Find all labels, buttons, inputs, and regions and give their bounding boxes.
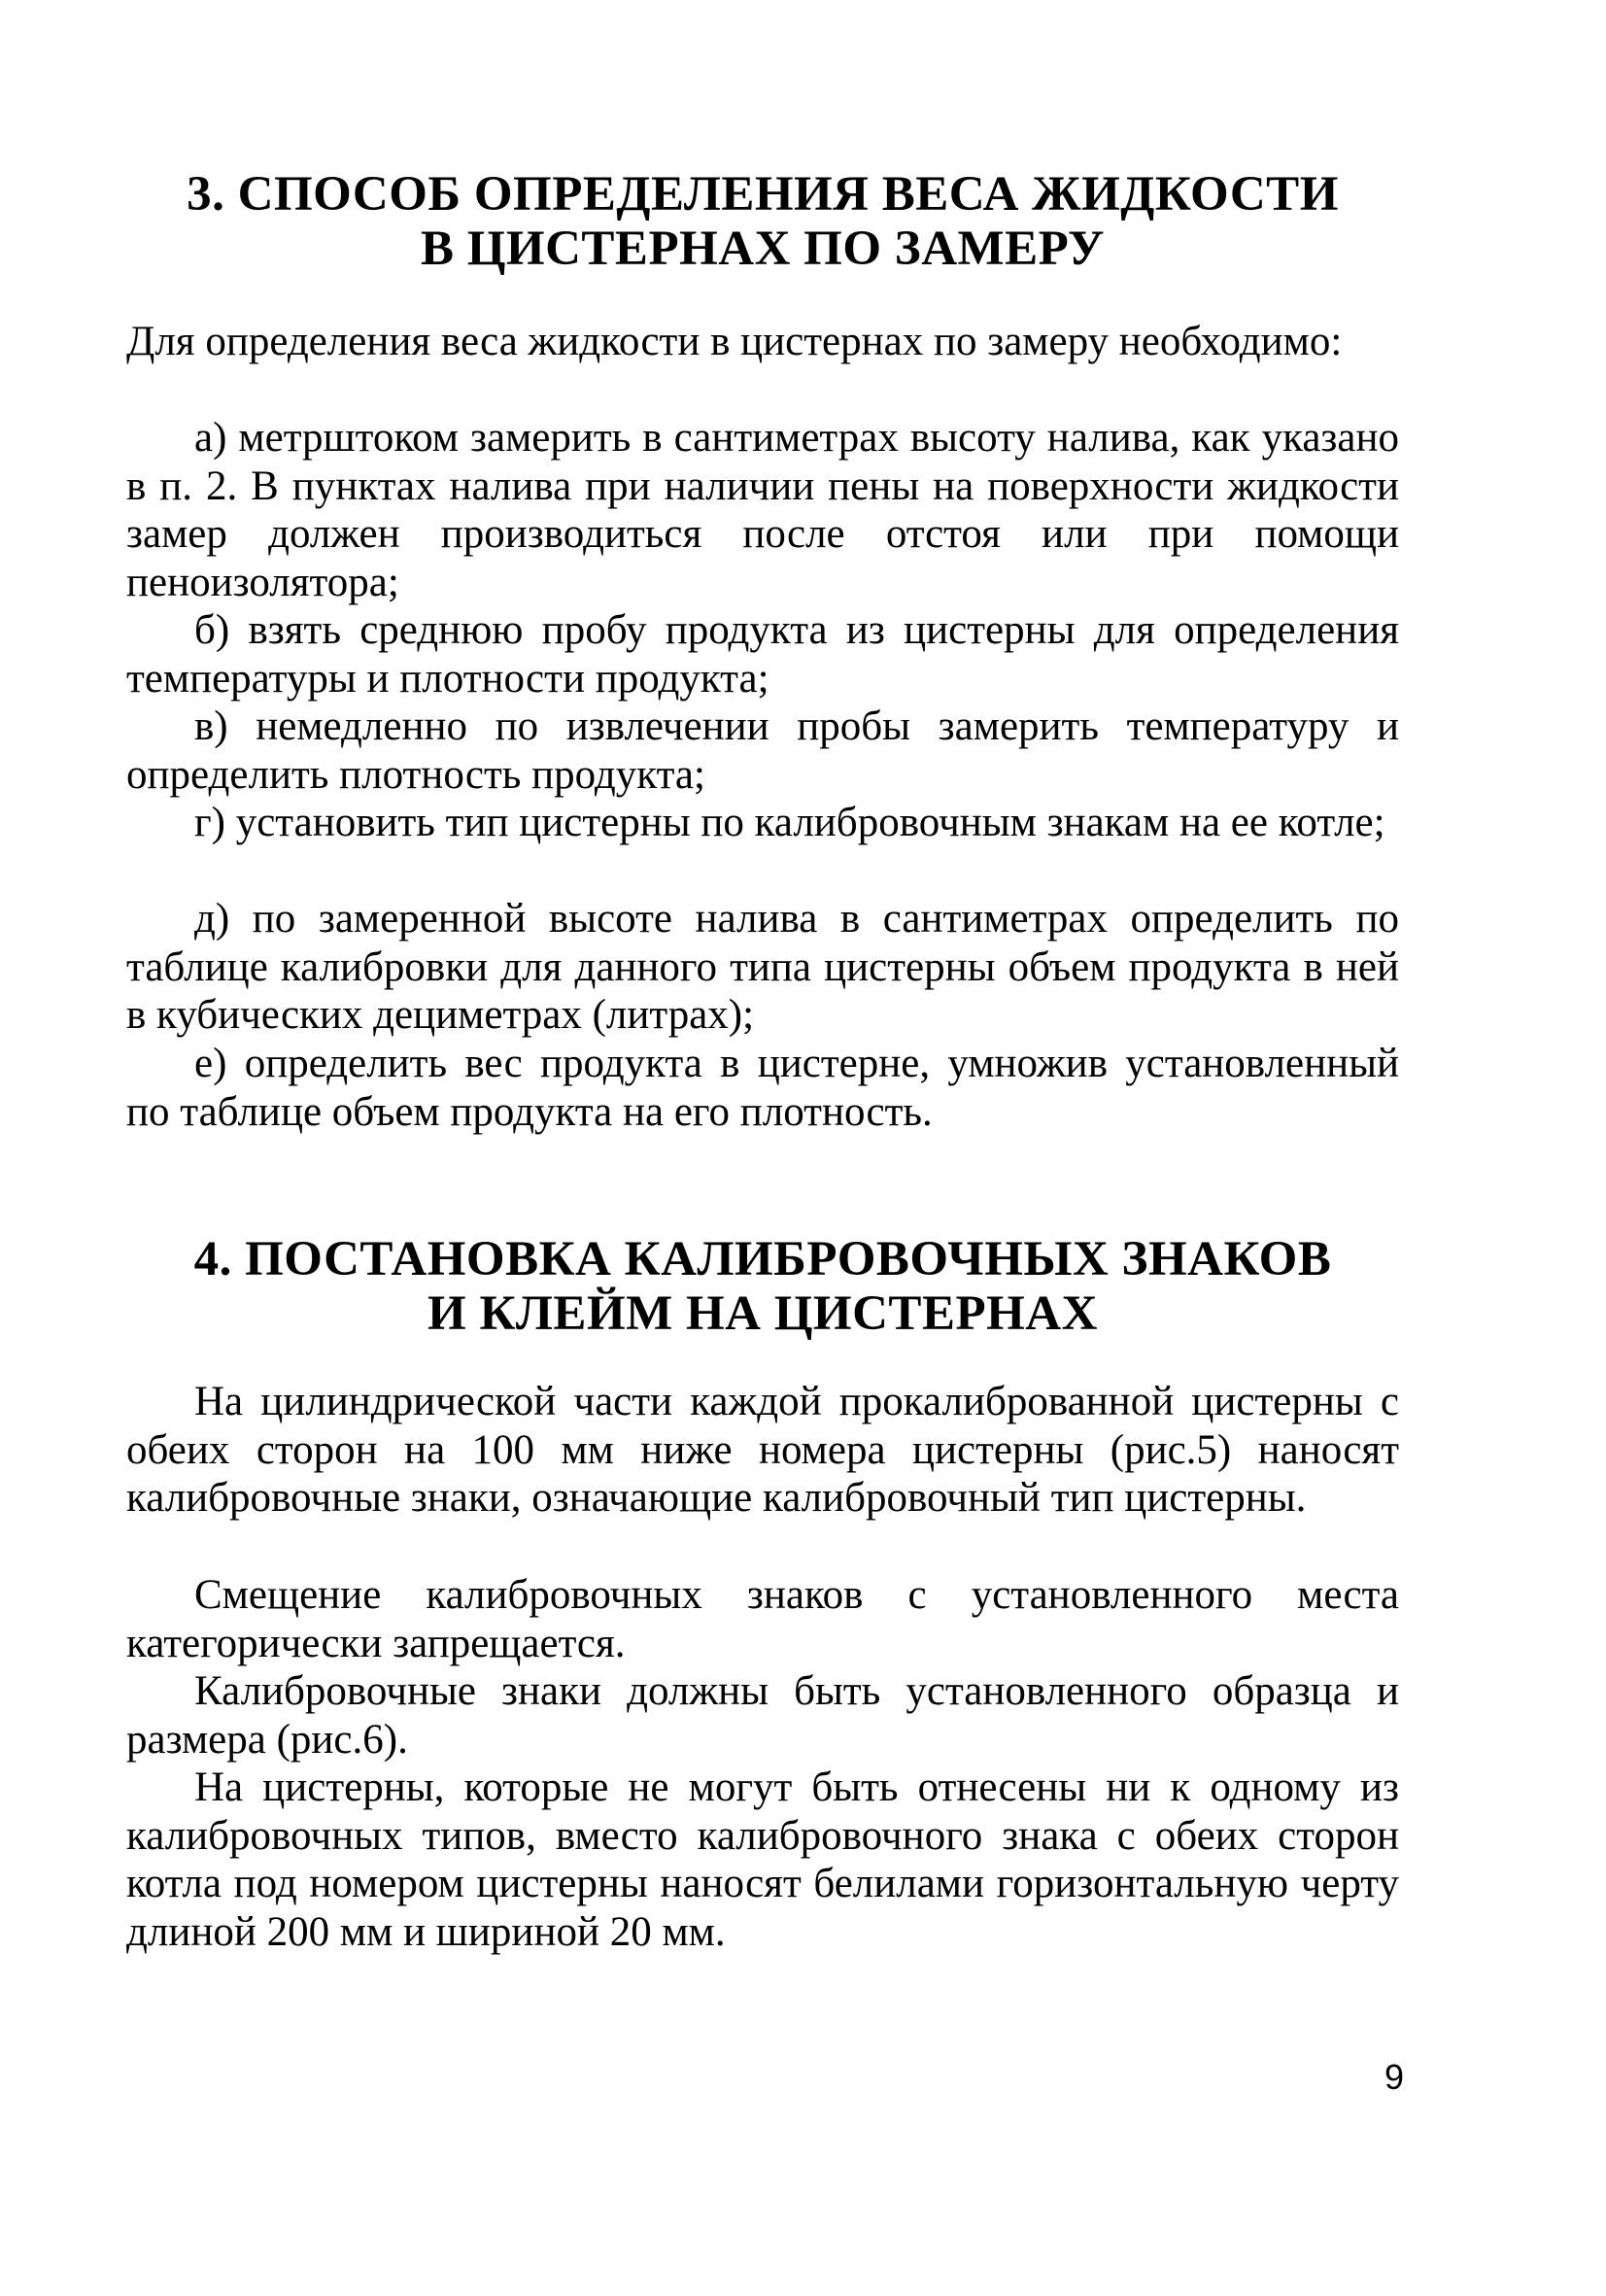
section-4-paragraph-1: На цилиндрической части каждой прокалиброванной цистерны с обеих сторон на 100 мм ниже номера цистерны (рис.5) наносят калибровочные знаки, означающие калибровочный тип цистерны.: [126, 1379, 1399, 1521]
section-3-item-a: а) метрштоком замерить в сантиметрах высоту налива, как указано в п. 2. В пунктах налива при наличии пены на поверхности жидкости замер должен производиться после отстоя или при помощи пеноизолятора;: [126, 415, 1399, 605]
section-3-heading-line-1: 3. СПОСОБ ОПРЕДЕЛЕНИЯ ВЕСА ЖИДКОСТИ: [187, 167, 1339, 222]
section-3-item-f: е) определить вес продукта в цистерне, умножив установленный по таблице объем продукта на его плотность.: [126, 1041, 1399, 1135]
section-3-heading: [126, 167, 1399, 276]
section-3-item-e: д) по замеренной высоте налива в сантиметрах определить по таблице калибровки для данного типа цистерны объем продукта в ней в кубических дециметрах (литрах);: [126, 896, 1399, 1038]
section-3-item-d: г) установить тип цистерны по калибровочным знакам на ее котле;: [194, 800, 1385, 845]
section-4-paragraph-3: Калибровочные знаки должны быть установленного образца и размера (рис.6).: [126, 1668, 1399, 1763]
section-4-heading-line-1: 4. ПОСТАНОВКА КАЛИБРОВОЧНЫХ ЗНАКОВ: [193, 1232, 1332, 1286]
section-4-heading-line-2: И КЛЕЙМ НА ЦИСТЕРНАХ: [427, 1286, 1098, 1341]
page-number: 9: [1384, 2057, 1404, 2097]
section-3-heading-line-2: В ЦИСТЕРНАХ ПО ЗАМЕРУ: [420, 222, 1105, 276]
section-4-paragraph-2: Смещение калибровочных знаков с установленного места категорически запрещается.: [126, 1572, 1399, 1666]
section-3-item-c: в) немедленно по извлечении пробы замерить температуру и определить плотность продукта;: [126, 703, 1399, 798]
section-3-intro: Для определения веса жидкости в цистернах по замеру необходимо:: [126, 319, 1343, 364]
section-4-heading: [126, 1232, 1399, 1341]
section-3-item-b: б) взять среднюю пробу продукта из цистерны для определения температуры и плотности продукта;: [126, 607, 1399, 702]
section-4-paragraph-4: На цистерны, которые не могут быть отнесены ни к одному из калибровочных типов, вместо калибровочного знака с обеих сторон котла под номером цистерны наносят белилами горизонтальную черту длиной 200 мм и шириной 20 мм.: [126, 1765, 1399, 1955]
